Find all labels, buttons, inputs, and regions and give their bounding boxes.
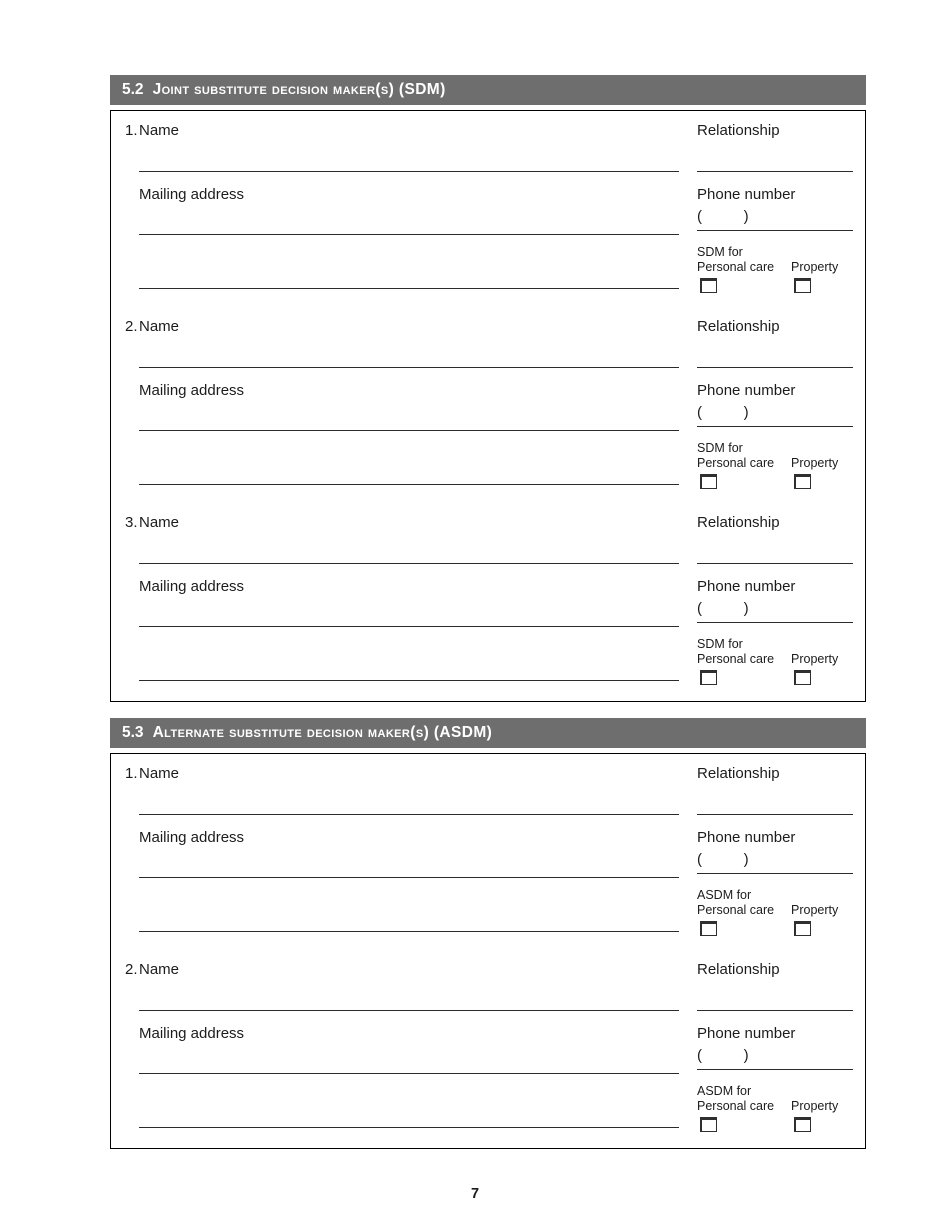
entry-left-column — [125, 513, 679, 685]
phone-number-label: Phone number — [697, 382, 796, 399]
checkbox-columns — [697, 456, 853, 489]
property-label: Property — [791, 456, 839, 470]
entry-number: 2. — [125, 961, 138, 978]
relationship-fill-line[interactable] — [697, 367, 853, 368]
phone-fill-line[interactable] — [697, 1069, 853, 1070]
entry-right-column — [697, 513, 853, 685]
asdm-entry-2 — [125, 960, 853, 1132]
phone-area-code-parens: ( ) — [697, 600, 749, 617]
relationship-fill-line[interactable] — [697, 1010, 853, 1011]
personal-care-option — [697, 260, 791, 293]
relationship-label: Relationship — [697, 765, 780, 782]
section-number: 5.2 — [122, 81, 144, 98]
relationship-label: Relationship — [697, 961, 780, 978]
personal-care-checkbox[interactable] — [700, 670, 717, 685]
relationship-fill-line[interactable] — [697, 563, 853, 564]
personal-care-option — [697, 1099, 791, 1132]
personal-care-checkbox[interactable] — [700, 921, 717, 936]
form-content — [110, 75, 866, 1165]
property-checkbox[interactable] — [794, 921, 811, 936]
checkbox-group-heading: ASDM for — [697, 888, 752, 902]
name-fill-line[interactable] — [139, 563, 679, 564]
address-fill-line-2[interactable] — [139, 680, 679, 681]
address-fill-line-2[interactable] — [139, 1127, 679, 1128]
entry-left-column — [125, 960, 679, 1132]
personal-care-option — [697, 652, 791, 685]
property-option — [791, 1099, 838, 1132]
section-box-sdm — [110, 110, 866, 702]
personal-care-label: Personal care — [697, 260, 775, 274]
personal-care-checkbox[interactable] — [700, 474, 717, 489]
name-label: Name — [139, 318, 180, 335]
checkbox-columns — [697, 260, 853, 293]
property-option — [791, 903, 838, 936]
checkbox-group-heading: SDM for — [697, 245, 743, 259]
personal-care-label: Personal care — [697, 903, 775, 917]
address-fill-line-1[interactable] — [139, 877, 679, 878]
entry-number: 1. — [125, 765, 138, 782]
property-checkbox[interactable] — [794, 670, 811, 685]
sdm-entry-2 — [125, 317, 853, 489]
personal-care-checkbox[interactable] — [700, 278, 717, 293]
entry-number: 2. — [125, 318, 138, 335]
mailing-address-label: Mailing address — [139, 186, 245, 203]
name-row — [125, 121, 679, 140]
personal-care-label: Personal care — [697, 456, 775, 470]
property-checkbox[interactable] — [794, 1117, 811, 1132]
phone-number-label: Phone number — [697, 578, 796, 595]
personal-care-checkbox[interactable] — [700, 1117, 717, 1132]
phone-fill-line[interactable] — [697, 873, 853, 874]
relationship-label: Relationship — [697, 514, 780, 531]
property-label: Property — [791, 903, 839, 917]
entry-number: 3. — [125, 514, 138, 531]
phone-fill-line[interactable] — [697, 230, 853, 231]
name-row — [125, 513, 679, 532]
name-fill-line[interactable] — [139, 1010, 679, 1011]
section-header-asdm — [110, 718, 866, 748]
mailing-address-label: Mailing address — [139, 382, 245, 399]
entry-number: 1. — [125, 122, 138, 139]
mailing-address-label: Mailing address — [139, 829, 245, 846]
name-fill-line[interactable] — [139, 171, 679, 172]
address-fill-line-2[interactable] — [139, 288, 679, 289]
entry-right-column — [697, 764, 853, 936]
phone-number-label: Phone number — [697, 1025, 796, 1042]
mailing-address-label: Mailing address — [139, 1025, 245, 1042]
checkbox-columns — [697, 1099, 853, 1132]
address-fill-line-1[interactable] — [139, 626, 679, 627]
phone-fill-line[interactable] — [697, 622, 853, 623]
sdm-entry-3 — [125, 513, 853, 685]
name-label: Name — [139, 765, 180, 782]
property-label: Property — [791, 260, 839, 274]
entry-right-column — [697, 121, 853, 293]
personal-care-label: Personal care — [697, 1099, 775, 1113]
checkbox-columns — [697, 903, 853, 936]
property-option — [791, 456, 838, 489]
name-row — [125, 317, 679, 336]
entry-right-column — [697, 960, 853, 1132]
address-fill-line-1[interactable] — [139, 430, 679, 431]
section-title: Joint substitute decision maker(s) (SDM) — [152, 81, 446, 98]
checkbox-group-heading: SDM for — [697, 441, 743, 455]
name-label: Name — [139, 514, 180, 531]
relationship-label: Relationship — [697, 122, 780, 139]
section-asdm — [110, 718, 866, 1149]
name-fill-line[interactable] — [139, 814, 679, 815]
phone-area-code-parens: ( ) — [697, 404, 749, 421]
phone-number-label: Phone number — [697, 186, 796, 203]
phone-area-code-parens: ( ) — [697, 1047, 749, 1064]
property-label: Property — [791, 652, 839, 666]
entry-left-column — [125, 317, 679, 489]
address-fill-line-1[interactable] — [139, 1073, 679, 1074]
property-checkbox[interactable] — [794, 474, 811, 489]
page-number: 7 — [470, 1186, 480, 1202]
asdm-entry-1 — [125, 764, 853, 936]
sdm-entry-1 — [125, 121, 853, 293]
section-sdm — [110, 75, 866, 702]
name-fill-line[interactable] — [139, 367, 679, 368]
mailing-address-label: Mailing address — [139, 578, 245, 595]
address-fill-line-1[interactable] — [139, 234, 679, 235]
property-option — [791, 260, 838, 293]
checkbox-group-heading: ASDM for — [697, 1084, 752, 1098]
phone-area-code-parens: ( ) — [697, 851, 749, 868]
entry-left-column — [125, 121, 679, 293]
section-title: Alternate substitute decision maker(s) (ASDM) — [152, 724, 493, 741]
relationship-label: Relationship — [697, 318, 780, 335]
name-row — [125, 960, 679, 979]
section-header-sdm — [110, 75, 866, 105]
name-label: Name — [139, 122, 180, 139]
address-fill-line-2[interactable] — [139, 484, 679, 485]
phone-fill-line[interactable] — [697, 426, 853, 427]
personal-care-option — [697, 903, 791, 936]
entry-right-column — [697, 317, 853, 489]
entry-left-column — [125, 764, 679, 936]
relationship-fill-line[interactable] — [697, 171, 853, 172]
property-label: Property — [791, 1099, 839, 1113]
phone-area-code-parens: ( ) — [697, 208, 749, 225]
name-row — [125, 764, 679, 783]
checkbox-group-heading: SDM for — [697, 637, 743, 651]
property-option — [791, 652, 838, 685]
phone-number-label: Phone number — [697, 829, 796, 846]
section-box-asdm — [110, 753, 866, 1149]
section-number: 5.3 — [122, 724, 144, 741]
name-label: Name — [139, 961, 180, 978]
relationship-fill-line[interactable] — [697, 814, 853, 815]
checkbox-columns — [697, 652, 853, 685]
property-checkbox[interactable] — [794, 278, 811, 293]
address-fill-line-2[interactable] — [139, 931, 679, 932]
personal-care-option — [697, 456, 791, 489]
personal-care-label: Personal care — [697, 652, 775, 666]
